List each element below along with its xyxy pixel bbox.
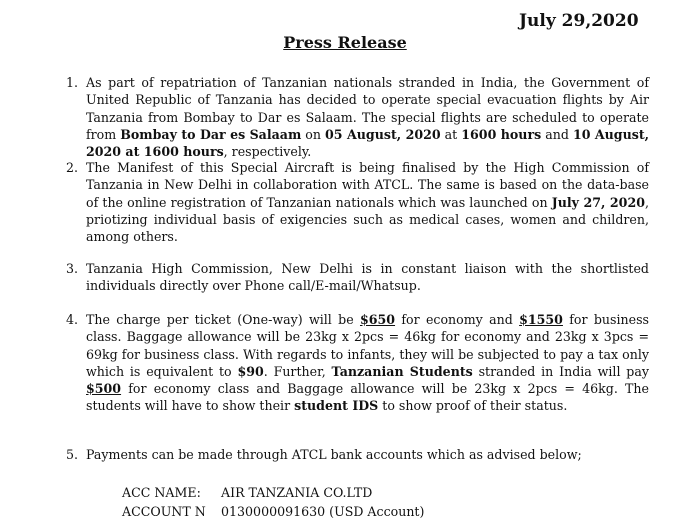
document-title: Press Release <box>283 33 407 52</box>
first-flight-time: 1600 hours <box>461 126 542 142</box>
item-number: 3. <box>66 261 79 276</box>
text-run: to show proof of their status. <box>378 398 568 414</box>
text-run: at <box>440 126 462 142</box>
student-price: $500 <box>86 381 122 397</box>
item-number: 4. <box>66 312 79 327</box>
account-name-label: ACC NAME: <box>122 485 201 500</box>
text-run: for business class. Baggage allowance will be 23kg x 2pcs = 46kg for economy and 23kg x 3pcs = 69kg for business class. With regards to infants, they will be subjected to pay a tax only which is equivalent to <box>86 312 649 379</box>
item-number: 2. <box>66 160 79 175</box>
item-number: 1. <box>66 75 79 90</box>
paragraph-text: Payments can be made through ATCL bank accounts which as advised below; <box>86 447 582 462</box>
text-run: for economy and <box>395 312 520 327</box>
account-number-value: 0130000091630 (USD Account) <box>221 504 425 519</box>
route-bold: Bombay to Dar es Salaam <box>120 126 302 142</box>
paragraph-text <box>86 159 649 245</box>
text-run: for economy class and Baggage allowance will be 23kg x 2pcs = 46kg. The students will have to show their <box>86 381 649 414</box>
text-run: The charge per ticket (One-way) will be <box>86 312 360 327</box>
item-number: 5. <box>66 447 79 462</box>
paragraph-4 <box>66 311 649 415</box>
registration-date: July 27, 2020 <box>551 194 645 210</box>
account-name-value: AIR TANZANIA CO.LTD <box>221 485 373 500</box>
account-name-row <box>122 484 372 501</box>
economy-price: $650 <box>359 312 396 327</box>
text-run: stranded in India will pay <box>472 363 649 379</box>
release-date: July 29,2020 <box>519 11 639 31</box>
text-run: on <box>301 126 326 142</box>
paragraph-3 <box>66 260 649 295</box>
student-id-bold: student IDS <box>294 398 379 414</box>
text-run: , respectively. <box>223 144 312 160</box>
text-run: As part of repatriation of Tanzanian nationals stranded in India, the Government of United Republic of Tanzania has decided to operate special evacuation flights by Air Tanzania from Bombay to Dar es Salaam. The special flights are scheduled to operate from <box>86 75 649 142</box>
paragraph-text: Tanzania High Commission, New Delhi is in constant liaison with the shortlisted individuals directly over Phone call/E-mail/Whatsup. <box>86 261 649 294</box>
text-run: . Further, <box>263 363 332 379</box>
paragraph-5 <box>66 446 649 463</box>
text-run: , priotizing individual basis of exigencies such as medical cases, women and children, among others. <box>86 194 649 245</box>
paragraph-text <box>86 74 649 160</box>
paragraph-2 <box>66 159 649 245</box>
paragraph-1 <box>66 74 649 160</box>
business-price: $1550 <box>519 312 563 327</box>
account-number-row <box>122 503 424 520</box>
infant-tax: $90 <box>237 363 264 379</box>
first-flight-date: 05 August, 2020 <box>325 126 441 142</box>
account-number-label: ACCOUNT N <box>122 504 206 519</box>
second-flight-datetime: 10 August, 2020 at 1600 hours <box>86 126 650 160</box>
text-run: and <box>541 126 573 142</box>
students-bold: Tanzanian Students <box>331 363 473 379</box>
text-run: The Manifest of this Special Aircraft is being finalised by the High Commission of Tanzania in New Delhi in collaboration with ATCL. The same is based on the data-base of the online registration of Tanzanian nationals which was launched on <box>86 160 649 210</box>
paragraph-text <box>86 311 649 415</box>
